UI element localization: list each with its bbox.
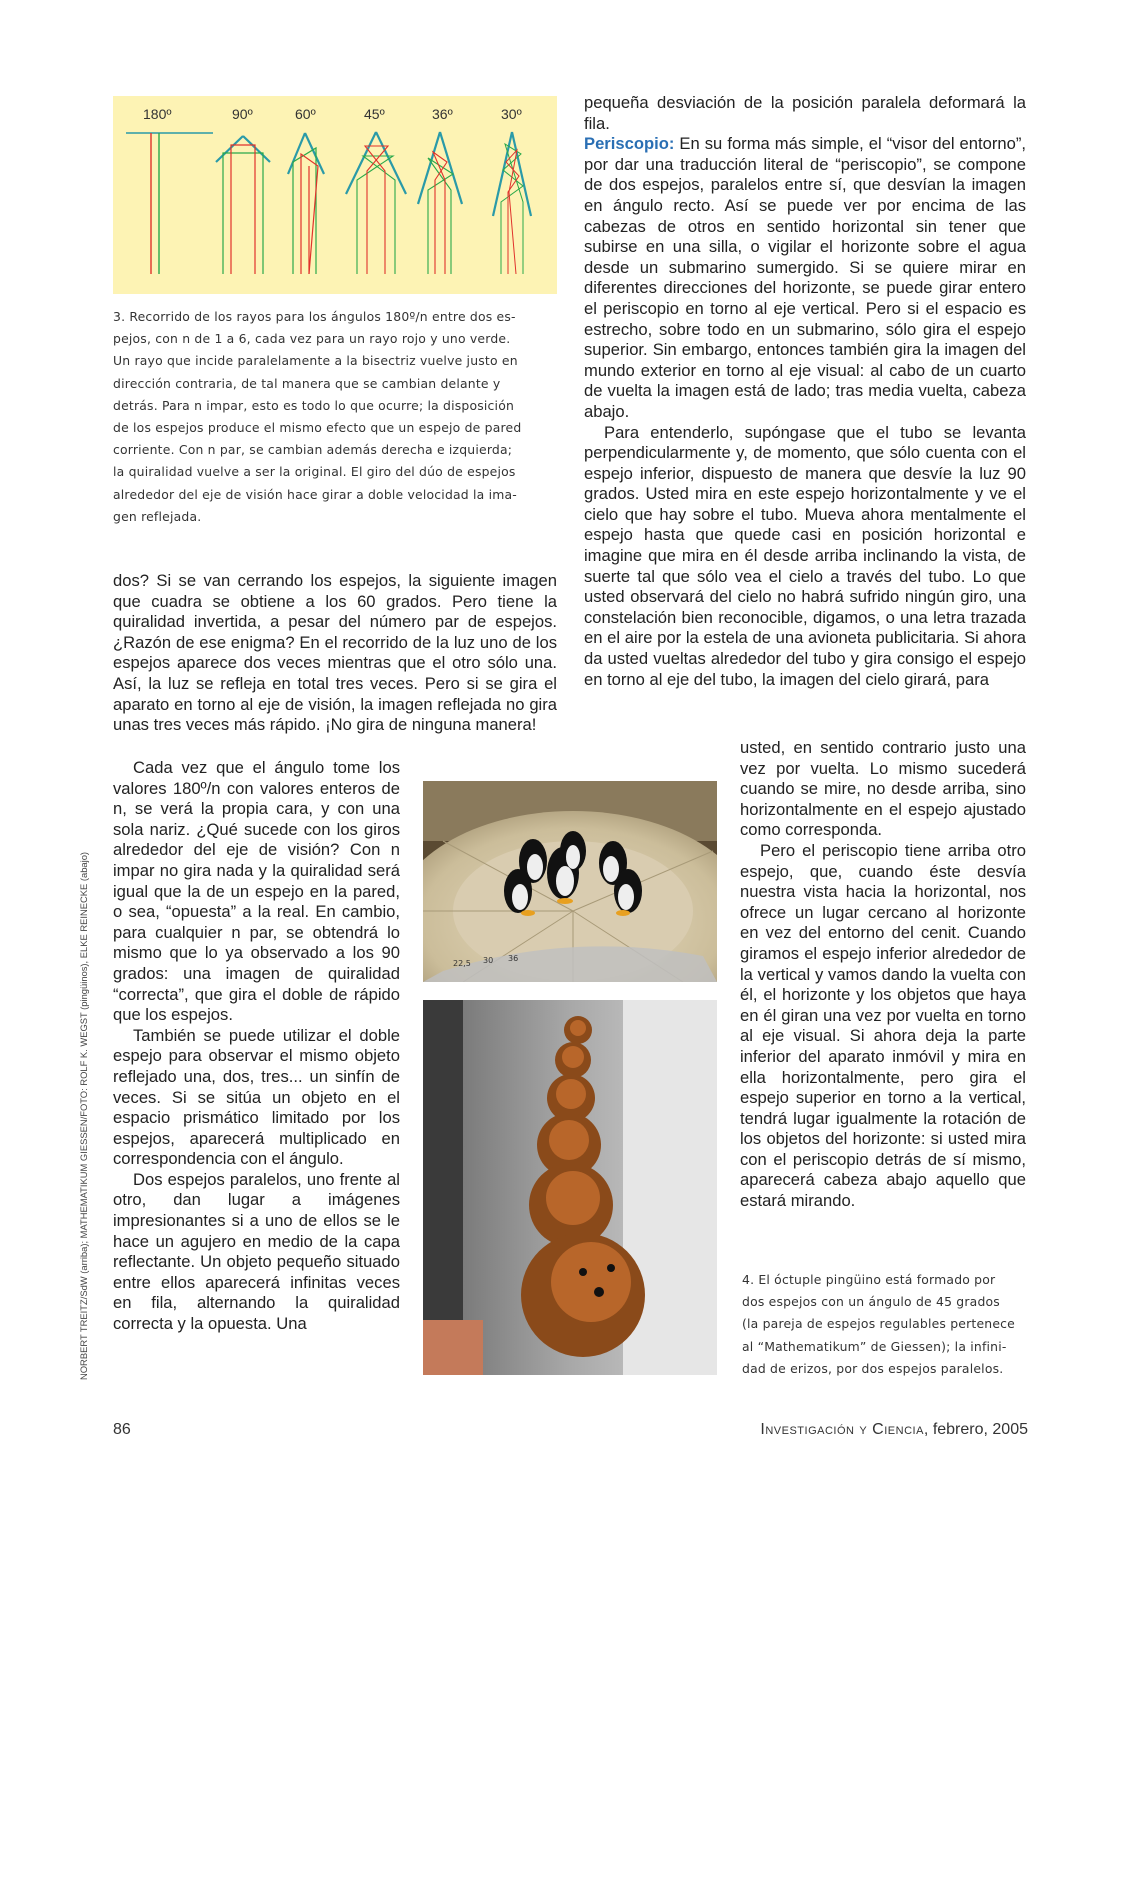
- caption-line: 3. Recorrido de los rayos para los ángulos 180º/n entre dos es-: [113, 309, 516, 324]
- scale-label: 30: [483, 956, 494, 965]
- angle-label-36: 36º: [432, 106, 453, 122]
- penguin-photo-svg: [423, 781, 717, 982]
- angle-label-90: 90º: [232, 106, 253, 122]
- paragraph: Pero el periscopio tiene arriba otro espejo, que, cuando éste desvía nuestra vista hacia la horizontal, nos ofrece un lugar cercano al horizonte en vez del entorno del cenit. Cuando giramos el espejo inferior alrededor de la vertical y vamos dando la vuelta con él, el horizonte y los objetos que haya en él giran una vez por vuelta en torno al eje visual. Si ahora deja la parte inferior del aparato inmóvil y mira en ella horizontalmente, pero gira el espejo superior en torno a la vertical, tendrá lugar igualmente la rotación de los objetos del horizonte: si usted mira con el periscopio detrás de sí mismo, aparecerá cabeza abajo aquello que estará mirando.: [740, 840, 1026, 1211]
- caption-line: alrededor del eje de visión hace girar a doble velocidad la ima-: [113, 486, 517, 502]
- angle-label-60: 60º: [295, 106, 316, 122]
- photo-credit-wrap: [78, 851, 92, 1880]
- caption-line: dad de erizos, por dos espejos paralelos.: [742, 1360, 1004, 1376]
- hedgehog-photo: [423, 1000, 717, 1375]
- journal-footer: [760, 1421, 1028, 1439]
- scale-label: 36: [508, 954, 519, 963]
- angle-label-45: 45º: [364, 106, 385, 122]
- mirror-config-180: [126, 133, 213, 274]
- paragraph: Dos espejos paralelos, uno frente al otro, dan lugar a imágenes impresionantes si a uno de ellos se le hace un agujero en medio de la capa reflectante. Un objeto pequeño situado entre ellos aparecerá infinitas veces en fila, alternando la quiralidad correcta y la opuesta. Una: [113, 1169, 400, 1334]
- paragraph: También se puede utilizar el doble espejo para observar el mismo objeto reflejado una, dos, tres... un sinfín de veces. Si se sitúa un objeto en el espacio prismático limitado por los espejos, aparecerá multiplicado en correspondencia con el ángulo.: [113, 1025, 400, 1169]
- figure-4-caption: [742, 1269, 1026, 1380]
- right-column-narrow: [740, 738, 1026, 1212]
- left-column-top: [113, 571, 557, 736]
- mirror-config-60: [288, 133, 324, 274]
- paragraph: Para entenderlo, supóngase que el tubo se levanta perpendicularmente y, de momento, que sólo cuenta con el espejo inferior, dispuesto de manera que desvíe la luz 90 grados. Usted mira en este espejo horizontalmente y ve el cielo que hay sobre el tubo. Mueva ahora mentalmente el espejo hasta que quede casi en posición horizontal e imagine que mira en él desde arriba inclinando la vista, de suerte tal que sólo vea el cielo a través del tubo. Lo que usted observará del cielo no habrá sufrido ningún giro, una constelación bien reconocible, digamos, o una letra trazada en el aire por la estela de una avioneta publicitaria. Si ahora da usted vueltas alrededor del tubo y gira consigo el espejo en torno al eje del tubo, la imagen del cielo girará, para: [584, 422, 1026, 689]
- right-column-top: [584, 93, 1026, 690]
- issue-date: , febrero, 2005: [923, 1421, 1028, 1438]
- ray-diagram: [113, 96, 557, 294]
- page-number: 86: [113, 1421, 131, 1438]
- caption-line: detrás. Para n impar, esto es todo lo que ocurre; la disposición: [113, 397, 515, 413]
- caption-line: corriente. Con n par, se cambian además derecha e izquierda;: [113, 442, 513, 458]
- mirror-config-30: [493, 132, 531, 274]
- photo-credit: NORBERT TREITZ/SdW (arriba); MATHEMATIKUM GIESSEN/FOTO: ROLF K. WEGST (pingüinos), ELKE REINECKE (abajo): [78, 851, 89, 1380]
- angle-label-180: 180º: [143, 106, 172, 122]
- caption-line: dos espejos con un ángulo de 45 grados: [742, 1294, 1000, 1310]
- caption-line: 4. El óctuple pingüino está formado por: [742, 1272, 996, 1287]
- section-keyword: Periscopio:: [584, 134, 675, 154]
- caption-line: dirección contraria, de tal manera que se cambian delante y: [113, 375, 501, 391]
- paragraph: pequeña desviación de la posición paralela deformará la fila.: [584, 93, 1026, 133]
- ray-diagram-svg: [113, 96, 557, 294]
- mirror-config-90: [216, 136, 270, 274]
- figure-3-caption: [113, 306, 557, 528]
- angle-label-30: 30º: [501, 106, 522, 122]
- penguin-photo: [423, 781, 717, 982]
- scale-label: 22,5: [453, 959, 471, 968]
- caption-line: Un rayo que incide paralelamente a la bisectriz vuelve justo en: [113, 353, 518, 369]
- paragraph-periscopio: [584, 134, 1026, 422]
- mirror-config-45: [346, 132, 406, 274]
- paragraph-text: En su forma más simple, el “visor del entorno”, por dar una traducción literal de “periscopio”, se compone de dos espejos, paralelos entre sí, que desvían la imagen en ángulo recto. Así se puede ver por encima de las cabezas de otros en sentido horizontal sin tener que subirse en una silla, o vigilar el horizonte sobre el agua desde un submarino sumergido. Si se quiere mirar en diferentes direcciones del horizonte, se puede girar entero el periscopio en torno al eje vertical. Pero si el espacio es estrecho, sobre todo en un submarino, sólo gira el espejo superior. Sin embargo, entonces también gira la imagen del mundo exterior en torno al eje visual: al cabo de un cuarto de vuelta la imagen está de lado; tras media vuelta, cabeza abajo.: [584, 134, 1026, 421]
- caption-line: (la pareja de espejos regulables pertenece: [742, 1316, 1015, 1332]
- journal-name: Investigación y Ciencia: [760, 1421, 924, 1438]
- paragraph: dos? Si se van cerrando los espejos, la siguiente imagen que cuadra se obtiene a los 60 grados. Pero tiene la quiralidad invertida, a pesar del número par de espejos. ¿Razón de ese enigma? En el recorrido de la luz uno de los espejos aparece dos veces mientras que el otro sólo una. Así, la luz se refleja en total tres veces. Pero si se gira el aparato en torno al eje de visión, la imagen reflejada no gira unas tres veces más rápido. ¡No gira de ninguna manera!: [113, 571, 557, 735]
- caption-line: gen reflejada.: [113, 508, 202, 524]
- left-column-narrow: [113, 758, 400, 1335]
- caption-line: de los espejos produce el mismo efecto que un espejo de pared: [113, 420, 522, 436]
- paragraph: Cada vez que el ángulo tome los valores 180º/n con valores enteros de n, se verá la propia cara, y con una sola nariz. ¿Qué sucede con los giros alrededor del eje de visión? Con n impar no gira nada y la quiralidad será igual que la de un espejo en la pared, o sea, “opuesta” a la real. En cambio, para cualquier n par, se obtendrá lo mismo que lo ya observado a los 90 grados: una imagen de quiralidad “correcta”, que gira el doble de rápido que los espejos.: [113, 758, 400, 1025]
- caption-line: la quiralidad vuelve a ser la original. El giro del dúo de espejos: [113, 464, 516, 480]
- paragraph: usted, en sentido contrario justo una vez por vuelta. Lo mismo sucederá cuando se mire, no desde arriba, sino horizontalmente en el espejo ajustado como corresponda.: [740, 738, 1026, 840]
- caption-line: al “Mathematikum” de Giessen); la infini-: [742, 1338, 1007, 1354]
- hedgehog-photo-svg: [423, 1000, 717, 1375]
- mirror-config-36: [418, 132, 462, 274]
- caption-line: pejos, con n de 1 a 6, cada vez para un rayo rojo y uno verde.: [113, 331, 511, 347]
